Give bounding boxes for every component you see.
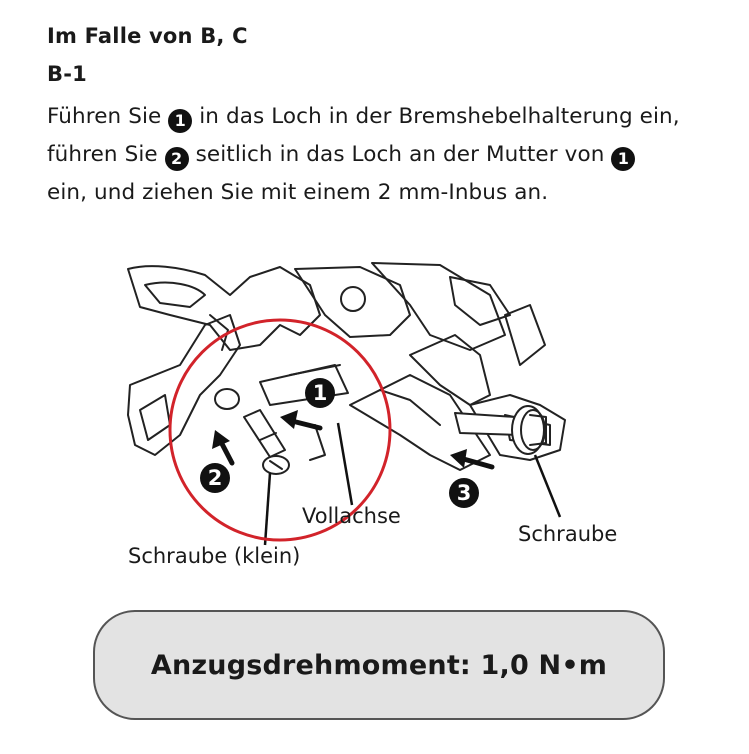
callout-2-icon: 2	[200, 463, 230, 493]
label-schraube-klein: Schraube (klein)	[128, 544, 301, 568]
instruction-text-part: in das Loch in der Bremshebelhalterung ein,	[192, 104, 680, 129]
number-1-icon: 1	[611, 147, 635, 171]
torque-box	[93, 610, 665, 720]
instruction-text-part: führen Sie	[47, 142, 165, 167]
section-heading: Im Falle von B, C	[47, 24, 248, 48]
instruction-line-1	[47, 98, 737, 136]
instruction-line-2	[47, 136, 737, 174]
instruction-line-3: ein, und ziehen Sie mit einem 2 mm-Inbus an.	[47, 180, 549, 205]
instruction-text	[47, 98, 737, 212]
number-1-icon: 1	[168, 109, 192, 133]
number-2-icon: 2	[165, 147, 189, 171]
step-heading: B-1	[47, 62, 87, 86]
callout-1-icon: 1	[305, 378, 335, 408]
label-vollachse: Vollachse	[302, 504, 401, 528]
label-schraube: Schraube	[518, 522, 618, 546]
callout-3-icon: 3	[449, 478, 479, 508]
torque-value: Anzugsdrehmoment: 1,0 N•m	[150, 649, 608, 681]
instruction-text-part: seitlich in das Loch an der Mutter von	[188, 142, 612, 167]
instruction-text-part: Führen Sie	[47, 104, 169, 129]
